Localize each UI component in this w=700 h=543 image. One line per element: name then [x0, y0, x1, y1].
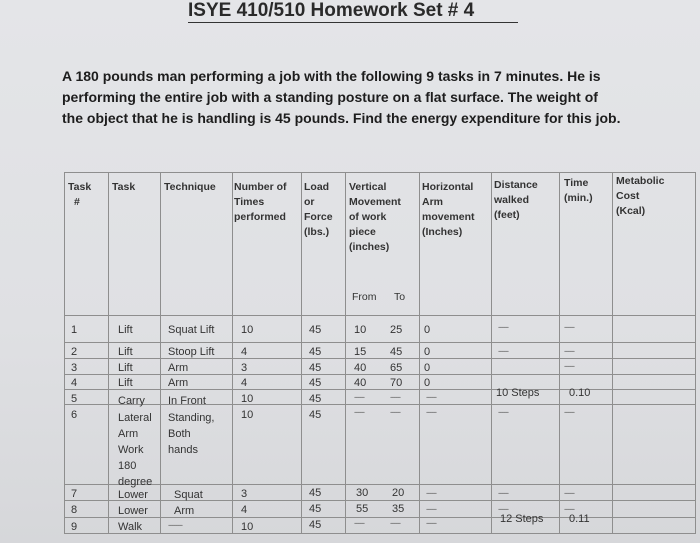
- row-7-task: Lower: [118, 489, 148, 501]
- header-horizontal-movement: Horizontal Arm movement (Inches): [422, 181, 475, 238]
- row-6-to-dash: -----: [390, 407, 400, 417]
- header-vertical-movement: Vertical Movement of work piece (inches): [349, 181, 401, 253]
- row-2-horizontal: 0: [424, 346, 431, 358]
- row-1-technique: Squat Lift: [168, 324, 215, 336]
- row-5-load: 45: [309, 393, 322, 405]
- row-9-horizontal-dash: -----: [426, 518, 436, 528]
- row-2-task: Lift: [118, 346, 133, 358]
- column-divider: [160, 172, 161, 534]
- row-3-to: 65: [390, 362, 403, 374]
- row-divider: [64, 484, 696, 485]
- row-8-from: 55: [356, 503, 369, 515]
- row-divider: [64, 500, 696, 501]
- row-5-task: Carry: [118, 395, 145, 407]
- row-1-load: 45: [309, 324, 322, 336]
- header-to: To: [394, 291, 406, 303]
- header-from: From: [352, 291, 377, 303]
- row-1-number: 1: [71, 324, 78, 336]
- row-1-distance-dash: -----: [498, 322, 508, 332]
- header-metabolic-cost: Metabolic Cost (Kcal): [616, 175, 665, 217]
- row-7-time-dash: -----: [564, 488, 574, 498]
- column-divider: [491, 172, 492, 534]
- row-divider: [64, 342, 696, 343]
- row-2-technique: Stoop Lift: [168, 346, 215, 358]
- row-9-distance: 12 Steps: [500, 513, 544, 525]
- row-7-from: 30: [356, 487, 369, 499]
- column-divider: [108, 172, 109, 534]
- row-3-horizontal: 0: [424, 362, 431, 374]
- row-9-task: Walk: [118, 521, 143, 533]
- column-divider: [612, 172, 613, 534]
- column-divider: [64, 172, 65, 534]
- row-4-technique: Arm: [168, 377, 189, 389]
- row-3-load: 45: [309, 362, 322, 374]
- row-7-to: 20: [392, 487, 405, 499]
- row-4-task: Lift: [118, 377, 133, 389]
- row-7-distance-dash: -----: [498, 488, 508, 498]
- column-divider: [345, 172, 346, 534]
- row-3-task: Lift: [118, 362, 133, 374]
- row-4-to: 70: [390, 377, 403, 389]
- row-divider: [64, 389, 696, 390]
- row-9-load: 45: [309, 519, 322, 531]
- row-1-task: Lift: [118, 324, 133, 336]
- row-7-number: 7: [71, 488, 78, 500]
- row-1-times: 10: [241, 324, 254, 336]
- row-5-distance: 10 Steps: [496, 387, 540, 399]
- header-technique: Technique: [164, 181, 216, 193]
- row-7-horizontal-dash: -----: [426, 488, 436, 498]
- row-divider: [64, 358, 696, 359]
- row-8-time-dash: -----: [564, 504, 574, 514]
- row-4-horizontal: 0: [424, 377, 431, 389]
- row-4-times: 4: [241, 377, 248, 389]
- row-6-from-dash: -----: [354, 407, 364, 417]
- row-1-time-dash: -----: [564, 322, 574, 332]
- row-2-distance-dash: -----: [498, 346, 508, 356]
- table-border-top: [64, 172, 696, 173]
- row-3-from: 40: [354, 362, 367, 374]
- row-7-load: 45: [309, 487, 322, 499]
- row-9-from-dash: -----: [354, 518, 364, 528]
- column-divider: [559, 172, 560, 534]
- header-times-performed: Number of Times performed: [234, 181, 287, 223]
- row-8-distance-dash: -----: [498, 504, 508, 514]
- row-9-technique-dash: -------: [168, 520, 182, 530]
- row-6-task: Lateral Arm Work 180 degree: [118, 412, 153, 488]
- row-4-number: 4: [71, 377, 78, 389]
- row-divider: [64, 374, 696, 375]
- row-4-load: 45: [309, 377, 322, 389]
- row-5-time: 0.10: [569, 387, 591, 399]
- table-border-bottom: [64, 533, 696, 534]
- column-divider: [232, 172, 233, 534]
- row-6-technique: Standing, Both hands: [168, 412, 215, 456]
- row-6-distance-dash: -----: [498, 407, 508, 417]
- page-title: ISYE 410/510 Homework Set # 4: [188, 0, 518, 23]
- row-3-time-dash: -----: [564, 361, 574, 371]
- row-2-from: 15: [354, 346, 367, 358]
- header-divider: [64, 315, 696, 316]
- row-2-load: 45: [309, 346, 322, 358]
- row-5-times: 10: [241, 393, 254, 405]
- row-8-horizontal-dash: -----: [426, 504, 436, 514]
- row-1-from: 10: [354, 324, 367, 336]
- row-8-technique: Arm: [174, 505, 195, 517]
- row-6-number: 6: [71, 409, 78, 421]
- column-divider: [419, 172, 420, 534]
- row-6-times: 10: [241, 409, 254, 421]
- row-2-number: 2: [71, 346, 78, 358]
- problem-statement: A 180 pounds man performing a job with the following 9 tasks in 7 minutes. He is performing the entire job with a standing posture on a flat surface. The weight of the object that he is handling is 45 pounds. Find the energy expenditure for this job.: [62, 68, 621, 126]
- header-task: Task: [112, 181, 136, 193]
- column-divider: [695, 172, 696, 534]
- row-9-to-dash: -----: [390, 518, 400, 528]
- row-8-number: 8: [71, 504, 78, 516]
- row-2-to: 45: [390, 346, 403, 358]
- row-3-number: 3: [71, 362, 78, 374]
- row-3-times: 3: [241, 362, 248, 374]
- row-divider: [64, 404, 696, 405]
- row-divider: [64, 517, 696, 518]
- row-7-times: 3: [241, 488, 248, 500]
- row-2-times: 4: [241, 346, 248, 358]
- row-5-technique: In Front: [168, 395, 206, 407]
- row-9-time: 0.11: [569, 513, 590, 525]
- row-6-load: 45: [309, 409, 322, 421]
- row-5-horizontal-dash: -----: [426, 392, 436, 402]
- header-time: Time (min.): [564, 177, 593, 204]
- row-8-times: 4: [241, 504, 248, 516]
- column-divider: [301, 172, 302, 534]
- row-1-to: 25: [390, 324, 403, 336]
- header-distance: Distance walked (feet): [494, 179, 538, 221]
- task-table: [64, 172, 696, 534]
- row-2-time-dash: -----: [564, 346, 574, 356]
- row-9-number: 9: [71, 521, 78, 533]
- header-task-number: Task #: [68, 181, 92, 208]
- row-5-to-dash: -----: [390, 392, 400, 402]
- row-8-to: 35: [392, 503, 405, 515]
- row-5-number: 5: [71, 393, 78, 405]
- row-4-from: 40: [354, 377, 367, 389]
- row-5-from-dash: -----: [354, 392, 364, 402]
- row-6-time-dash: -----: [564, 407, 574, 417]
- row-9-times: 10: [241, 521, 254, 533]
- row-3-technique: Arm: [168, 362, 189, 374]
- row-8-load: 45: [309, 503, 322, 515]
- row-7-technique: Squat: [174, 489, 203, 501]
- row-1-horizontal: 0: [424, 324, 431, 336]
- header-load: Load or Force (lbs.): [304, 181, 333, 238]
- row-6-horizontal-dash: -----: [426, 407, 436, 417]
- row-8-task: Lower: [118, 505, 148, 517]
